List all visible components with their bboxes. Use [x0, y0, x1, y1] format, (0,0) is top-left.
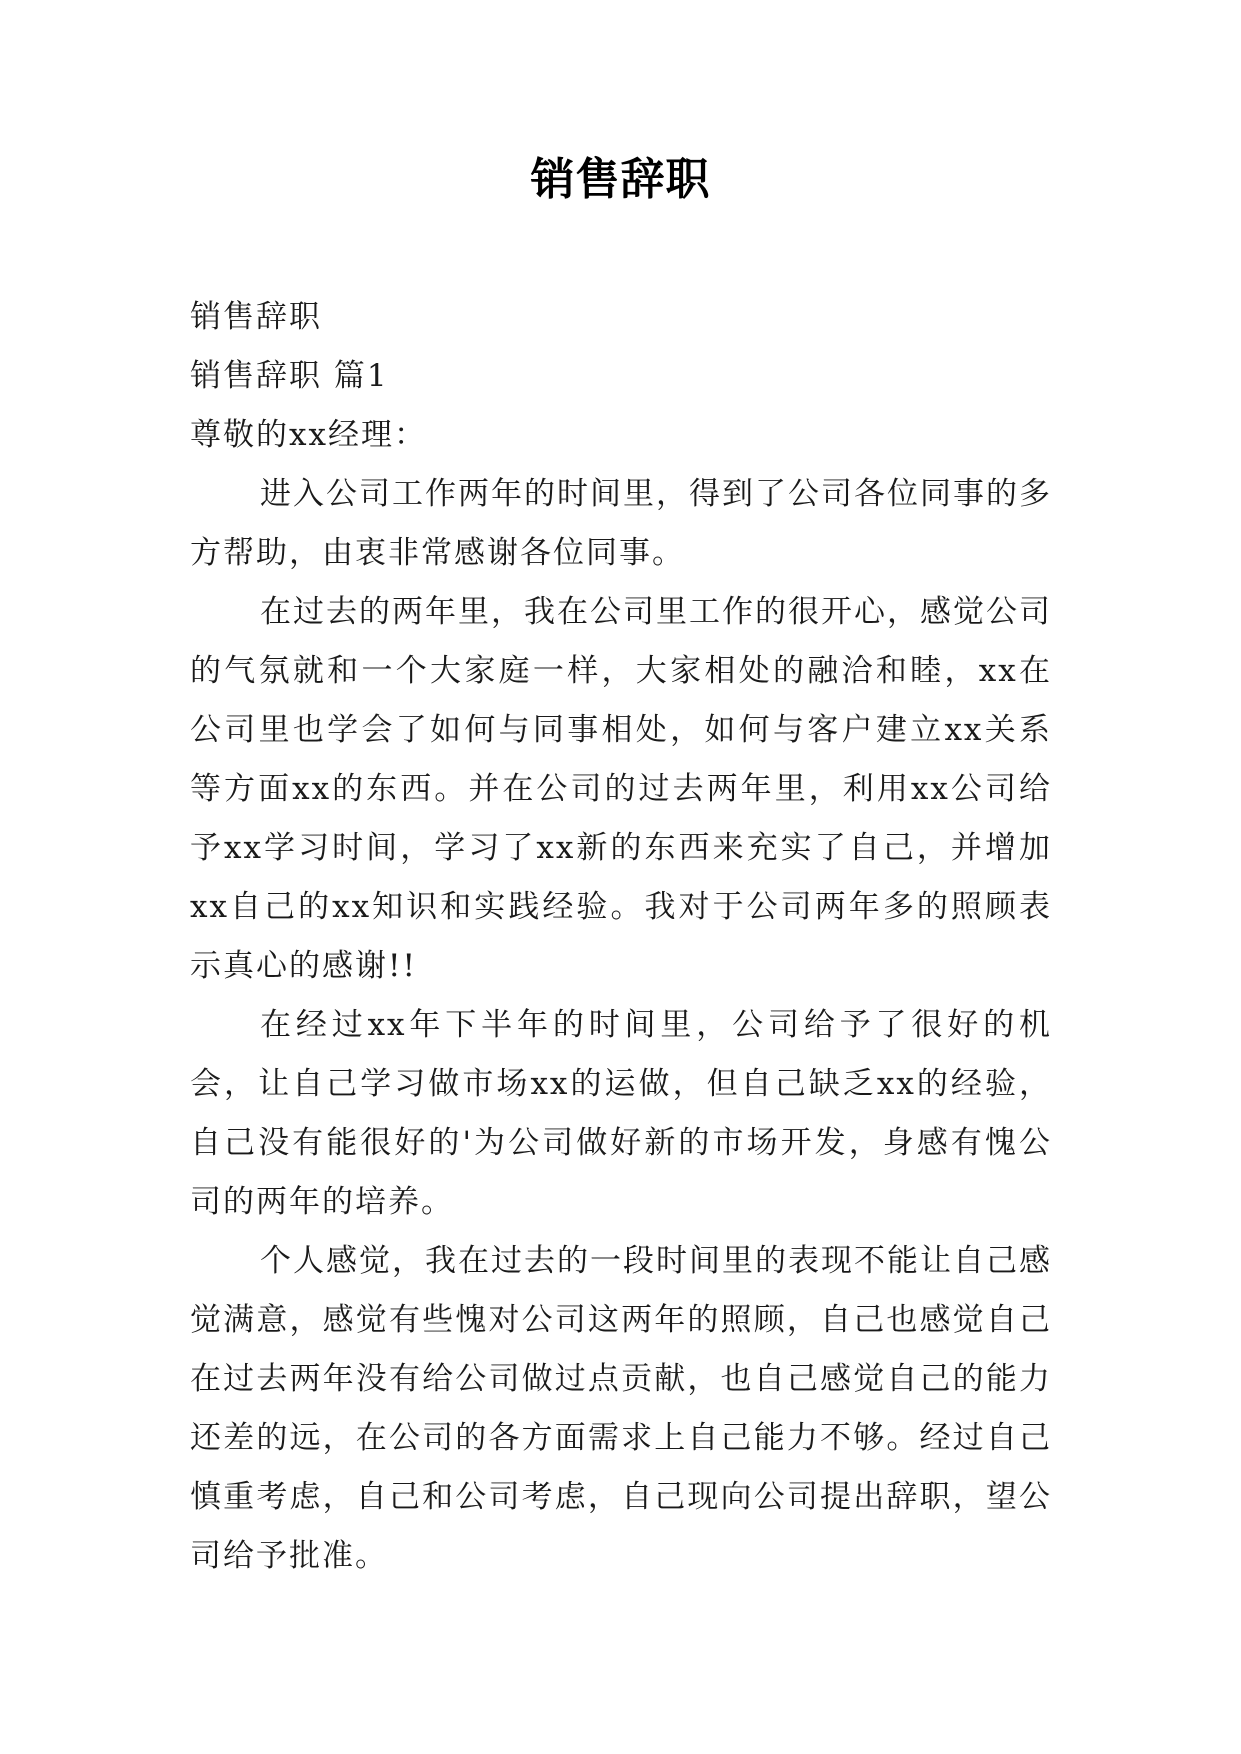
body-paragraph: 在经过xx年下半年的时间里，公司给予了很好的机会，让自己学习做市场xx的运做，但自己缺乏xx的经验，自己没有能很好的'为公司做好新的市场开发，身感有愧公司的两年的培养。 — [190, 1007, 1052, 1220]
document-title: 销售辞职 — [530, 154, 711, 205]
section-heading: 销售辞职 篇1 — [190, 358, 389, 394]
body-paragraph: 进入公司工作两年的时间里，得到了公司各位同事的多方帮助，由衷非常感谢各位同事。 — [190, 476, 1052, 571]
document-body — [190, 288, 1052, 1586]
document-subtitle: 销售辞职 — [190, 299, 322, 335]
salutation: 尊敬的xx经理： — [190, 417, 427, 453]
body-paragraph: 在过去的两年里，我在公司里工作的很开心，感觉公司的气氛就和一个大家庭一样，大家相处的融洽和睦，xx在公司里也学会了如何与同事相处，如何与客户建立xx关系等方面xx的东西。并在公司的过去两年里，利用xx公司给予xx学习时间，学习了xx新的东西来充实了自己，并增加xx自己的xx知识和实践经验。我对于公司两年多的照顾表示真心的感谢!! — [190, 594, 1052, 984]
body-paragraph: 个人感觉，我在过去的一段时间里的表现不能让自己感觉满意，感觉有些愧对公司这两年的照顾，自己也感觉自己在过去两年没有给公司做过点贡献，也自己感觉自己的能力还差的远，在公司的各方面需求上自己能力不够。经过自己慎重考虑，自己和公司考虑，自己现向公司提出辞职，望公司给予批准。 — [190, 1243, 1052, 1574]
